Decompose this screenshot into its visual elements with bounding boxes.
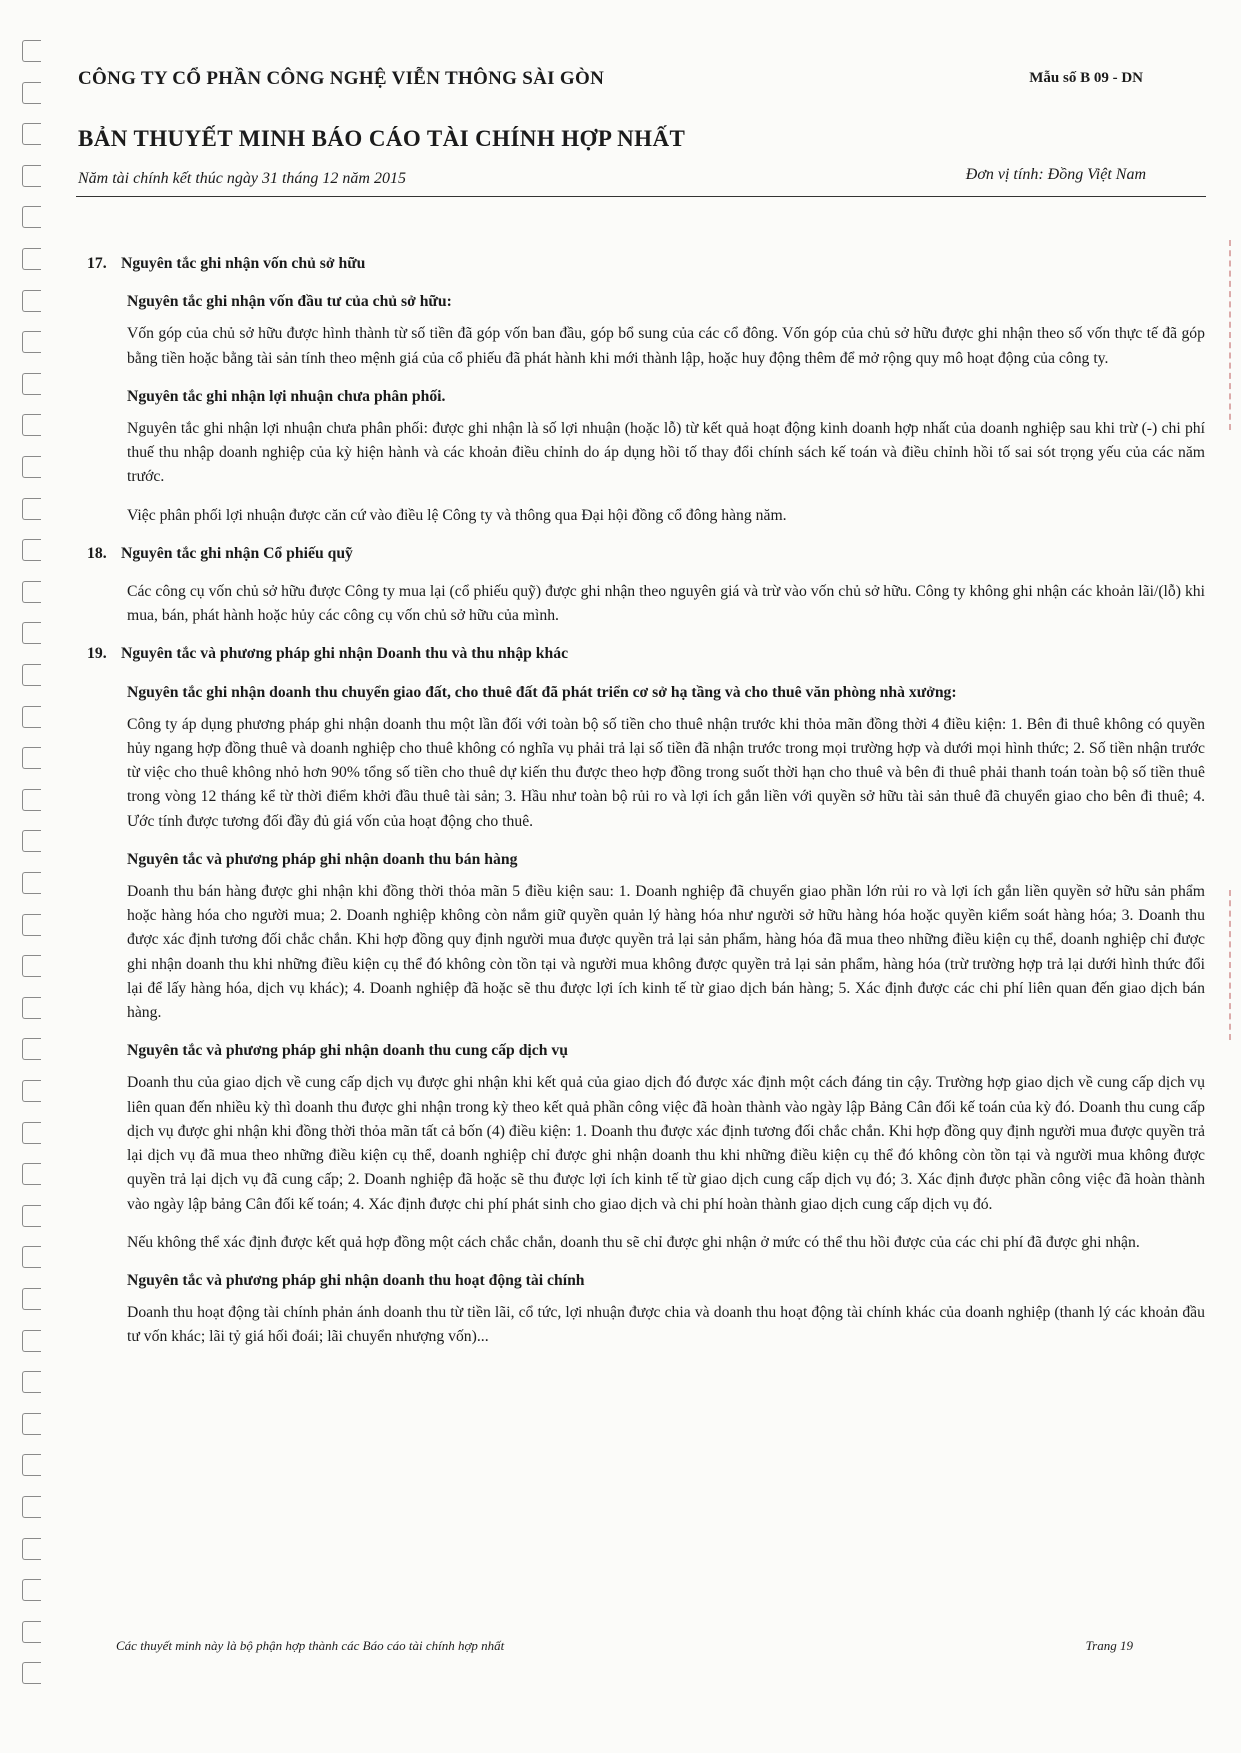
paragraph: Doanh thu của giao dịch về cung cấp dịch vụ được ghi nhận khi kết quả của giao dịch đó được xác định một cách đáng tin cậy. Trường hợp giao dịch về cung cấp dịch vụ liên quan đến nhiều kỳ thì doanh thu được ghi nhận trong kỳ theo kết quả phần công việc đã hoàn thành vào ngày lập Bảng Cân đối kế toán của kỳ đó. Doanh thu cung cấp dịch vụ được ghi nhận khi đồng thời thỏa mãn tất cả bốn (4) điều kiện: 1. Doanh thu được xác định tương đối chắc chắn. Khi hợp đồng quy định người mua được quyền trả lại dịch vụ đã mua theo những điều kiện cụ thể, doanh nghiệp chỉ được ghi nhận doanh thu khi những điều kiện cụ thể đó không còn tồn tại và người mua không được quyền trả lại dịch vụ đã cung cấp; 2. Doanh nghiệp đã hoặc sẽ thu được lợi ích kinh tế từ giao dịch cung cấp dịch vụ đó; 3. Xác định được phần công việc đã hoàn thành vào ngày lập bảng Cân đối kế toán; 4. Xác định được chi phí phát sinh cho giao dịch và chi phí hoàn thành giao dịch cung cấp dịch vụ đó. [127, 1074, 1205, 1213]
page-number: Trang 19 [1085, 1638, 1133, 1653]
document-title: BẢN THUYẾT MINH BÁO CÁO TÀI CHÍNH HỢP NHẤT [78, 126, 686, 151]
stamp-edge-lower [1229, 890, 1241, 1040]
paragraph: Công ty áp dụng phương pháp ghi nhận doanh thu một lần đối với toàn bộ số tiền cho thuê nhận trước khi thỏa mãn đồng thời 4 điều kiện: 1. Bên đi thuê không có quyền hủy ngang hợp đồng thuê và doanh nghiệp cho thuê không có nghĩa vụ phải trả lại số tiền đã nhận trước trong mọi trường hợp và dưới mọi hình thức; 2. Số tiền nhận trước từ việc cho thuê không nhỏ hơn 90% tổng số tiền cho thuê dự kiến thu được theo hợp đồng trong suốt thời hạn cho thuê và bên đi thuê phải thanh toán toàn bộ số tiền thuê trong vòng 12 tháng kể từ thời điểm khởi đầu thuê tài sản; 3. Hầu như toàn bộ rủi ro và lợi ích gắn liền với quyền sở hữu tài sản thuê đã chuyển giao cho bên đi thuê; 4. Ước tính được tương đối đầy đủ giá vốn của hoạt động cho thuê. [127, 715, 1205, 830]
section-number: 19. [87, 645, 107, 663]
binding-hole [22, 1579, 41, 1601]
currency-unit: Đơn vị tính: Đồng Việt Nam [965, 166, 1146, 183]
binding-hole [22, 581, 41, 603]
binding-hole [22, 914, 41, 936]
binding-hole [22, 747, 41, 769]
binding-hole [22, 1538, 41, 1560]
footer-note: Các thuyết minh này là bộ phận hợp thành các Báo cáo tài chính hợp nhất [116, 1638, 505, 1653]
subsection-title: Nguyên tắc và phương pháp ghi nhận doanh thu hoạt động tài chính [127, 1271, 585, 1289]
section-title-text: Nguyên tắc ghi nhận vốn chủ sở hữu [121, 255, 366, 272]
binding-hole [22, 622, 41, 644]
section-content [87, 681, 1205, 1350]
section-18 [87, 542, 1205, 629]
binding-hole [22, 1038, 41, 1060]
paragraph: Doanh thu bán hàng được ghi nhận khi đồng thời thỏa mãn 5 điều kiện sau: 1. Doanh nghiệp đã chuyển giao phần lớn rủi ro và lợi ích gắn liền quyền sở hữu sản phẩm hoặc hàng hóa cho người mua; 2. Doanh nghiệp không còn nắm giữ quyền quản lý hàng hóa như người sở hữu hàng hóa hoặc quyền kiểm soát hàng hóa; 3. Doanh thu được xác định tương đối chắc chắn. Khi hợp đồng quy định người mua được quyền trả lại sản phẩm, hàng hóa đã mua theo những điều kiện cụ thể, doanh nghiệp chỉ được ghi nhận doanh thu khi những điều kiện cụ thể đó không còn tồn tại và người mua không được quyền trả lại sản phẩm, hàng hóa (trừ trường hợp trả lại dưới hình thức đổi lại để lấy hàng hóa, dịch vụ khác); 4. Doanh nghiệp đã hoặc sẽ thu được lợi ích kinh tế từ giao dịch bán hàng; 5. Xác định được các chi phí liên quan đến giao dịch bán hàng. [127, 883, 1205, 1022]
paragraph: Nếu không thể xác định được kết quả hợp đồng một cách chắc chắn, doanh thu sẽ chỉ được ghi nhận ở mức có thể thu hồi được của các chi phí đã được ghi nhận. [127, 1233, 1140, 1251]
binding-hole [22, 789, 41, 811]
stamp-edge-upper [1229, 240, 1241, 430]
binding-hole [22, 830, 41, 852]
binding-hole [22, 331, 41, 353]
section-number: 17. [87, 255, 107, 272]
binding-hole [22, 40, 41, 62]
binding-hole [22, 373, 41, 395]
section-title [87, 542, 1205, 566]
binding-hole [22, 82, 41, 104]
binding-hole [22, 414, 41, 436]
binding-hole [22, 1246, 41, 1268]
paragraph: Các công cụ vốn chủ sở hữu được Công ty mua lại (cổ phiếu quỹ) được ghi nhận theo nguyên giá và trừ vào vốn chủ sở hữu. Công ty không ghi nhận các khoản lãi/(lỗ) khi mua, bán, phát hành hoặc hủy các công cụ vốn chủ sở hữu của mình. [127, 583, 1205, 625]
binding-hole [22, 206, 41, 228]
document-body [87, 252, 1205, 1364]
company-name: CÔNG TY CỔ PHẦN CÔNG NGHỆ VIỄN THÔNG SÀI GÒN [78, 68, 605, 89]
binding-hole [22, 456, 41, 478]
subsection-title: Nguyên tắc và phương pháp ghi nhận doanh thu cung cấp dịch vụ [127, 1042, 568, 1060]
binding-hole [22, 1122, 41, 1144]
section-title [87, 642, 1205, 666]
section-17 [87, 252, 1205, 528]
form-code: Mẫu số B 09 - DN [1029, 70, 1143, 86]
fiscal-period: Năm tài chính kết thúc ngày 31 tháng 12 năm 2015 [78, 170, 406, 187]
binding-hole [22, 955, 41, 977]
header-divider [76, 196, 1206, 197]
binding-hole [22, 248, 41, 270]
section-title [87, 252, 1205, 276]
binding-hole [22, 997, 41, 1019]
subsection-title: Nguyên tắc và phương pháp ghi nhận doanh thu bán hàng [127, 850, 518, 868]
binding-hole [22, 1413, 41, 1435]
section-19 [87, 642, 1205, 1349]
page-footer [116, 1638, 1193, 1658]
paragraph: Vốn góp của chủ sở hữu được hình thành từ số tiền đã góp vốn ban đầu, góp bổ sung của các cổ đông. Vốn góp của chủ sở hữu được ghi nhận theo số vốn thực tế đã góp bằng tiền hoặc bằng tài sản tính theo mệnh giá của cổ phiếu đã phát hành khi mới thành lập, hoặc huy động thêm để mở rộng quy mô hoạt động của công ty. [127, 325, 1205, 367]
binding-hole [22, 1621, 41, 1643]
binding-hole [22, 1371, 41, 1393]
binding-hole [22, 1163, 41, 1185]
binding-hole [22, 1288, 41, 1310]
subsection-title: Nguyên tắc ghi nhận lợi nhuận chưa phân phối. [127, 387, 446, 405]
binding-hole [22, 664, 41, 686]
binding-hole [22, 1080, 41, 1102]
section-title-text: Nguyên tắc và phương pháp ghi nhận Doanh thu và thu nhập khác [121, 645, 569, 663]
binding-hole [22, 872, 41, 894]
section-number: 18. [87, 544, 107, 562]
binding-hole [22, 123, 41, 145]
section-title-text: Nguyên tắc ghi nhận Cổ phiếu quỹ [121, 544, 353, 562]
subsection-title: Nguyên tắc ghi nhận vốn đầu tư của chủ sở hữu: [127, 293, 452, 311]
binding-holes [22, 40, 48, 1720]
binding-hole [22, 290, 41, 312]
paragraph: Nguyên tắc ghi nhận lợi nhuận chưa phân phối: được ghi nhận là số lợi nhuận (hoặc lỗ) từ kết quả hoạt động kinh doanh hợp nhất của doanh nghiệp sau khi trừ (-) chi phí thuế thu nhập doanh nghiệp của kỳ hiện hành và các khoản điều chỉnh do áp dụng hồi tố thay đổi chính sách kế toán và điều chỉnh hồi tố sai sót trọng yếu của các năm trước. [127, 420, 1205, 486]
binding-hole [22, 1496, 41, 1518]
binding-hole [22, 706, 41, 728]
binding-hole [22, 1662, 41, 1684]
binding-hole [22, 1454, 41, 1476]
subsection-title: Nguyên tắc ghi nhận doanh thu chuyển giao đất, cho thuê đất đã phát triển cơ sở hạ tầng và cho thuê văn phòng nhà xưởng: [127, 683, 957, 701]
section-content [87, 580, 1205, 628]
binding-hole [22, 539, 41, 561]
paragraph: Doanh thu hoạt động tài chính phản ánh doanh thu từ tiền lãi, cổ tức, lợi nhuận được chia và doanh thu hoạt động tài chính khác của doanh nghiệp (thanh lý các khoản đầu tư vốn khác; lãi tỷ giá hối đoái; lãi chuyển nhượng vốn)... [127, 1304, 1205, 1346]
binding-hole [22, 165, 41, 187]
section-content [87, 290, 1205, 528]
binding-hole [22, 1330, 41, 1352]
binding-hole [22, 498, 41, 520]
paragraph: Việc phân phối lợi nhuận được căn cứ vào điều lệ Công ty và thông qua Đại hội đồng cổ đông hàng năm. [127, 506, 787, 524]
binding-hole [22, 1205, 41, 1227]
